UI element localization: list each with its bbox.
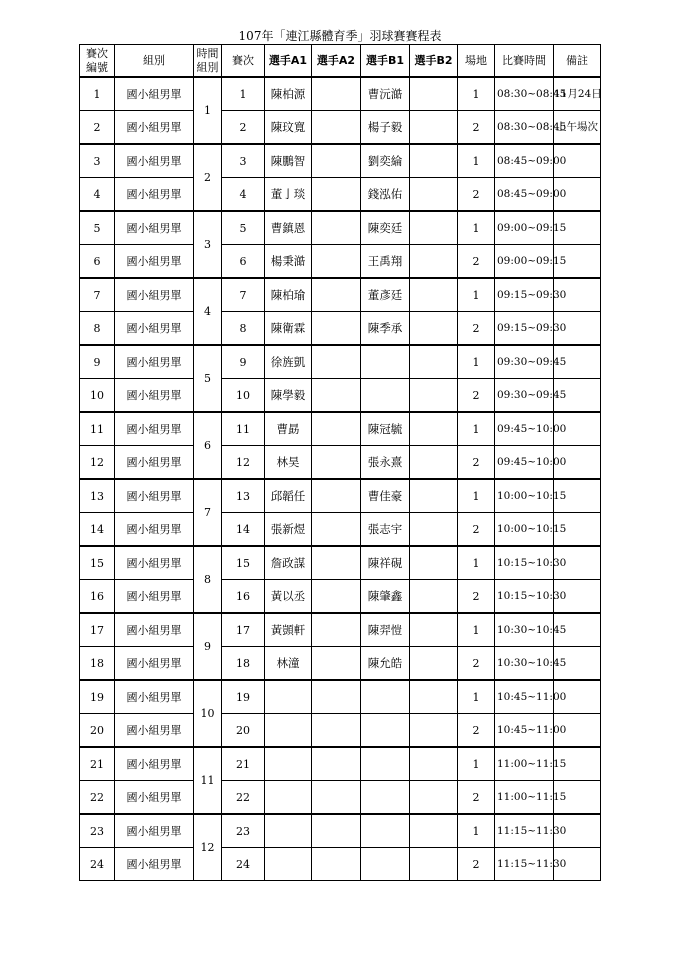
player-a1-cell	[265, 781, 312, 815]
player-b1-cell	[361, 848, 410, 881]
remarks-cell: 11月24日	[554, 77, 601, 111]
match-no-cell: 4	[80, 178, 115, 212]
player-b1-cell	[361, 781, 410, 815]
round-cell: 2	[222, 111, 265, 145]
player-a2-cell	[312, 714, 361, 748]
player-b1-cell: 陳羿愷	[361, 613, 410, 647]
player-a2-cell	[312, 814, 361, 848]
player-a1-cell: 陳學毅	[265, 379, 312, 413]
group-cell: 國小組男單	[115, 513, 194, 547]
group-cell: 國小組男單	[115, 412, 194, 446]
court-cell: 2	[458, 312, 495, 346]
match-time-cell: 09:45~10:00	[495, 412, 554, 446]
player-a2-cell	[312, 580, 361, 614]
court-cell: 2	[458, 848, 495, 881]
group-cell: 國小組男單	[115, 77, 194, 111]
player-a1-cell	[265, 814, 312, 848]
time-group-cell: 11	[194, 747, 222, 814]
group-cell: 國小組男單	[115, 245, 194, 279]
table-row	[80, 546, 601, 580]
match-no-cell: 22	[80, 781, 115, 815]
match-time-cell: 09:30~09:45	[495, 379, 554, 413]
match-time-cell: 08:30~08:45	[495, 111, 554, 145]
court-cell: 1	[458, 77, 495, 111]
court-cell: 2	[458, 781, 495, 815]
time-group-cell: 9	[194, 613, 222, 680]
court-cell: 1	[458, 211, 495, 245]
player-b1-cell: 陳冠毓	[361, 412, 410, 446]
header-time-group-line1: 時間	[196, 46, 219, 60]
player-b1-cell: 張永熹	[361, 446, 410, 480]
match-time-cell: 08:45~09:00	[495, 178, 554, 212]
group-cell: 國小組男單	[115, 345, 194, 379]
player-a2-cell	[312, 144, 361, 178]
court-cell: 1	[458, 144, 495, 178]
player-b1-cell: 楊子毅	[361, 111, 410, 145]
player-b2-cell	[410, 77, 458, 111]
player-b1-cell: 陳肇鑫	[361, 580, 410, 614]
round-cell: 10	[222, 379, 265, 413]
player-b2-cell	[410, 412, 458, 446]
round-cell: 6	[222, 245, 265, 279]
table-row	[80, 513, 601, 547]
player-b2-cell	[410, 613, 458, 647]
match-no-cell: 20	[80, 714, 115, 748]
header-match-no	[80, 45, 115, 78]
match-time-cell: 11:00~11:15	[495, 747, 554, 781]
player-b2-cell	[410, 714, 458, 748]
player-b2-cell	[410, 580, 458, 614]
player-a1-cell: 陳柏源	[265, 77, 312, 111]
player-a1-cell: 林潼	[265, 647, 312, 681]
table-row	[80, 479, 601, 513]
player-a1-cell	[265, 714, 312, 748]
round-cell: 15	[222, 546, 265, 580]
player-b2-cell	[410, 245, 458, 279]
court-cell: 2	[458, 178, 495, 212]
group-cell: 國小組男單	[115, 580, 194, 614]
player-b2-cell	[410, 345, 458, 379]
round-cell: 17	[222, 613, 265, 647]
page-title: 107年「連江縣體育季」羽球賽賽程表	[238, 29, 442, 43]
player-b2-cell	[410, 178, 458, 212]
court-cell: 2	[458, 379, 495, 413]
court-cell: 1	[458, 278, 495, 312]
round-cell: 20	[222, 714, 265, 748]
header-match-no-line2: 編號	[86, 60, 108, 74]
player-b1-cell: 董彥廷	[361, 278, 410, 312]
player-b1-cell: 陳奕廷	[361, 211, 410, 245]
player-b1-cell	[361, 379, 410, 413]
player-a2-cell	[312, 647, 361, 681]
court-cell: 2	[458, 513, 495, 547]
table-row	[80, 144, 601, 178]
header-player-b1: 選手B1	[361, 45, 410, 78]
match-time-cell: 09:15~09:30	[495, 278, 554, 312]
player-a2-cell	[312, 77, 361, 111]
match-time-cell: 10:45~11:00	[495, 714, 554, 748]
court-cell: 2	[458, 245, 495, 279]
table-row	[80, 580, 601, 614]
time-group-cell: 8	[194, 546, 222, 613]
round-cell: 8	[222, 312, 265, 346]
round-cell: 22	[222, 781, 265, 815]
court-cell: 1	[458, 412, 495, 446]
player-b2-cell	[410, 379, 458, 413]
player-a2-cell	[312, 211, 361, 245]
match-no-cell: 11	[80, 412, 115, 446]
player-b2-cell	[410, 546, 458, 580]
court-cell: 2	[458, 714, 495, 748]
group-cell: 國小組男單	[115, 680, 194, 714]
group-cell: 國小組男單	[115, 278, 194, 312]
player-a1-cell: 陳玟寬	[265, 111, 312, 145]
court-cell: 1	[458, 680, 495, 714]
match-time-cell: 10:15~10:30	[495, 546, 554, 580]
player-a2-cell	[312, 379, 361, 413]
header-court: 場地	[458, 45, 495, 78]
match-no-cell: 14	[80, 513, 115, 547]
group-cell: 國小組男單	[115, 714, 194, 748]
header-match-no-line1: 賽次	[86, 46, 108, 60]
court-cell: 2	[458, 647, 495, 681]
table-row	[80, 312, 601, 346]
court-cell: 1	[458, 345, 495, 379]
round-cell: 1	[222, 77, 265, 111]
header-player-a2: 選手A2	[312, 45, 361, 78]
group-cell: 國小組男單	[115, 546, 194, 580]
table-row	[80, 178, 601, 212]
player-a2-cell	[312, 111, 361, 145]
player-a1-cell: 張新煜	[265, 513, 312, 547]
player-a2-cell	[312, 848, 361, 881]
header-round: 賽次	[222, 45, 265, 78]
player-a1-cell: 詹政謀	[265, 546, 312, 580]
schedule-body	[80, 77, 601, 881]
table-row	[80, 747, 601, 781]
time-group-cell: 2	[194, 144, 222, 211]
match-time-cell: 11:15~11:30	[495, 848, 554, 881]
match-no-cell: 2	[80, 111, 115, 145]
match-time-cell: 08:30~08:45	[495, 77, 554, 111]
player-b1-cell: 張志宇	[361, 513, 410, 547]
group-cell: 國小組男單	[115, 747, 194, 781]
match-time-cell: 09:30~09:45	[495, 345, 554, 379]
time-group-cell: 5	[194, 345, 222, 412]
header-player-b2: 選手B2	[410, 45, 458, 78]
match-no-cell: 21	[80, 747, 115, 781]
match-time-cell: 10:30~10:45	[495, 613, 554, 647]
table-row	[80, 814, 601, 848]
player-b2-cell	[410, 446, 458, 480]
player-b1-cell: 曹沅澔	[361, 77, 410, 111]
player-a1-cell: 黃以丞	[265, 580, 312, 614]
group-cell: 國小組男單	[115, 111, 194, 145]
round-cell: 24	[222, 848, 265, 881]
table-row	[80, 77, 601, 111]
player-a1-cell: 林昊	[265, 446, 312, 480]
table-row	[80, 680, 601, 714]
header-match-time: 比賽時間	[495, 45, 554, 78]
match-no-cell: 17	[80, 613, 115, 647]
table-row	[80, 446, 601, 480]
player-b1-cell	[361, 747, 410, 781]
player-b1-cell: 陳祥硯	[361, 546, 410, 580]
table-row	[80, 111, 601, 145]
player-a1-cell	[265, 747, 312, 781]
player-b1-cell	[361, 814, 410, 848]
player-a2-cell	[312, 513, 361, 547]
court-cell: 1	[458, 747, 495, 781]
match-no-cell: 16	[80, 580, 115, 614]
header-group: 組別	[115, 45, 194, 78]
player-b1-cell	[361, 714, 410, 748]
court-cell: 2	[458, 446, 495, 480]
player-b2-cell	[410, 781, 458, 815]
table-row	[80, 647, 601, 681]
court-cell: 1	[458, 613, 495, 647]
round-cell: 14	[222, 513, 265, 547]
player-a1-cell: 徐旌凱	[265, 345, 312, 379]
player-b1-cell: 曹佳豪	[361, 479, 410, 513]
player-a2-cell	[312, 278, 361, 312]
player-b1-cell: 陳季承	[361, 312, 410, 346]
court-cell: 2	[458, 580, 495, 614]
player-b2-cell	[410, 278, 458, 312]
group-cell: 國小組男單	[115, 848, 194, 881]
match-no-cell: 24	[80, 848, 115, 881]
match-time-cell: 10:00~10:15	[495, 479, 554, 513]
match-time-cell: 11:00~11:15	[495, 781, 554, 815]
group-cell: 國小組男單	[115, 144, 194, 178]
match-no-cell: 9	[80, 345, 115, 379]
match-time-cell: 10:15~10:30	[495, 580, 554, 614]
time-group-cell: 7	[194, 479, 222, 546]
player-b1-cell	[361, 345, 410, 379]
player-b1-cell	[361, 680, 410, 714]
match-no-cell: 6	[80, 245, 115, 279]
table-row	[80, 781, 601, 815]
match-no-cell: 13	[80, 479, 115, 513]
player-b2-cell	[410, 144, 458, 178]
table-row	[80, 848, 601, 881]
player-a1-cell: 邱韜任	[265, 479, 312, 513]
time-group-cell: 12	[194, 814, 222, 881]
match-no-cell: 7	[80, 278, 115, 312]
table-row	[80, 412, 601, 446]
player-a1-cell: 曹鎮恩	[265, 211, 312, 245]
match-time-cell: 10:30~10:45	[495, 647, 554, 681]
player-a1-cell: 楊秉澔	[265, 245, 312, 279]
round-cell: 13	[222, 479, 265, 513]
table-row	[80, 211, 601, 245]
header-player-a1: 選手A1	[265, 45, 312, 78]
match-time-cell: 10:45~11:00	[495, 680, 554, 714]
player-b2-cell	[410, 680, 458, 714]
player-b2-cell	[410, 111, 458, 145]
table-row	[80, 714, 601, 748]
group-cell: 國小組男單	[115, 479, 194, 513]
player-b2-cell	[410, 848, 458, 881]
court-cell: 1	[458, 479, 495, 513]
player-a1-cell: 陳柏瑜	[265, 278, 312, 312]
player-a1-cell: 黃顗軒	[265, 613, 312, 647]
round-cell: 9	[222, 345, 265, 379]
match-time-cell: 10:00~10:15	[495, 513, 554, 547]
player-b1-cell: 陳允皓	[361, 647, 410, 681]
player-b2-cell	[410, 647, 458, 681]
match-no-cell: 15	[80, 546, 115, 580]
round-cell: 3	[222, 144, 265, 178]
player-a2-cell	[312, 446, 361, 480]
player-b1-cell: 王禹翔	[361, 245, 410, 279]
round-cell: 12	[222, 446, 265, 480]
time-group-cell: 6	[194, 412, 222, 479]
header-time-group-line2: 組別	[196, 60, 219, 74]
match-time-cell: 09:45~10:00	[495, 446, 554, 480]
group-cell: 國小組男單	[115, 178, 194, 212]
match-no-cell: 5	[80, 211, 115, 245]
player-a2-cell	[312, 680, 361, 714]
match-no-cell: 10	[80, 379, 115, 413]
match-no-cell: 12	[80, 446, 115, 480]
player-b2-cell	[410, 814, 458, 848]
player-a1-cell: 陳鵬智	[265, 144, 312, 178]
match-no-cell: 19	[80, 680, 115, 714]
time-group-cell: 10	[194, 680, 222, 747]
match-time-cell: 08:45~09:00	[495, 144, 554, 178]
time-group-cell: 3	[194, 211, 222, 278]
table-row	[80, 613, 601, 647]
player-a2-cell	[312, 245, 361, 279]
group-cell: 國小組男單	[115, 647, 194, 681]
group-cell: 國小組男單	[115, 446, 194, 480]
round-cell: 18	[222, 647, 265, 681]
player-b2-cell	[410, 479, 458, 513]
round-cell: 16	[222, 580, 265, 614]
round-cell: 5	[222, 211, 265, 245]
player-a1-cell	[265, 848, 312, 881]
table-row	[80, 379, 601, 413]
player-a2-cell	[312, 613, 361, 647]
player-b2-cell	[410, 747, 458, 781]
match-time-cell: 11:15~11:30	[495, 814, 554, 848]
player-a1-cell: 董亅琰	[265, 178, 312, 212]
player-a1-cell	[265, 680, 312, 714]
match-time-cell: 09:00~09:15	[495, 211, 554, 245]
schedule-table	[79, 44, 601, 881]
player-a1-cell: 陳衛霖	[265, 312, 312, 346]
table-row	[80, 245, 601, 279]
table-row	[80, 345, 601, 379]
player-a1-cell: 曹勗	[265, 412, 312, 446]
match-no-cell: 18	[80, 647, 115, 681]
group-cell: 國小組男單	[115, 814, 194, 848]
round-cell: 4	[222, 178, 265, 212]
match-no-cell: 23	[80, 814, 115, 848]
group-cell: 國小組男單	[115, 312, 194, 346]
player-b2-cell	[410, 513, 458, 547]
header-time-group	[194, 45, 222, 78]
player-a2-cell	[312, 312, 361, 346]
player-a2-cell	[312, 412, 361, 446]
table-row	[80, 278, 601, 312]
player-a2-cell	[312, 345, 361, 379]
header-remarks: 備註	[554, 45, 601, 78]
round-cell: 11	[222, 412, 265, 446]
player-a2-cell	[312, 479, 361, 513]
match-no-cell: 3	[80, 144, 115, 178]
player-a2-cell	[312, 546, 361, 580]
court-cell: 1	[458, 814, 495, 848]
round-cell: 21	[222, 747, 265, 781]
remarks-cell: 上午場次	[554, 111, 601, 145]
player-b1-cell: 錢泓佑	[361, 178, 410, 212]
header-row	[80, 45, 601, 78]
match-time-cell: 09:00~09:15	[495, 245, 554, 279]
player-a2-cell	[312, 747, 361, 781]
player-b2-cell	[410, 312, 458, 346]
match-no-cell: 1	[80, 77, 115, 111]
player-b1-cell: 劉奕綸	[361, 144, 410, 178]
group-cell: 國小組男單	[115, 781, 194, 815]
time-group-cell: 1	[194, 77, 222, 144]
group-cell: 國小組男單	[115, 211, 194, 245]
court-cell: 1	[458, 546, 495, 580]
match-no-cell: 8	[80, 312, 115, 346]
round-cell: 23	[222, 814, 265, 848]
match-time-cell: 09:15~09:30	[495, 312, 554, 346]
player-a2-cell	[312, 178, 361, 212]
round-cell: 7	[222, 278, 265, 312]
court-cell: 2	[458, 111, 495, 145]
group-cell: 國小組男單	[115, 379, 194, 413]
round-cell: 19	[222, 680, 265, 714]
group-cell: 國小組男單	[115, 613, 194, 647]
player-a2-cell	[312, 781, 361, 815]
player-b2-cell	[410, 211, 458, 245]
time-group-cell: 4	[194, 278, 222, 345]
